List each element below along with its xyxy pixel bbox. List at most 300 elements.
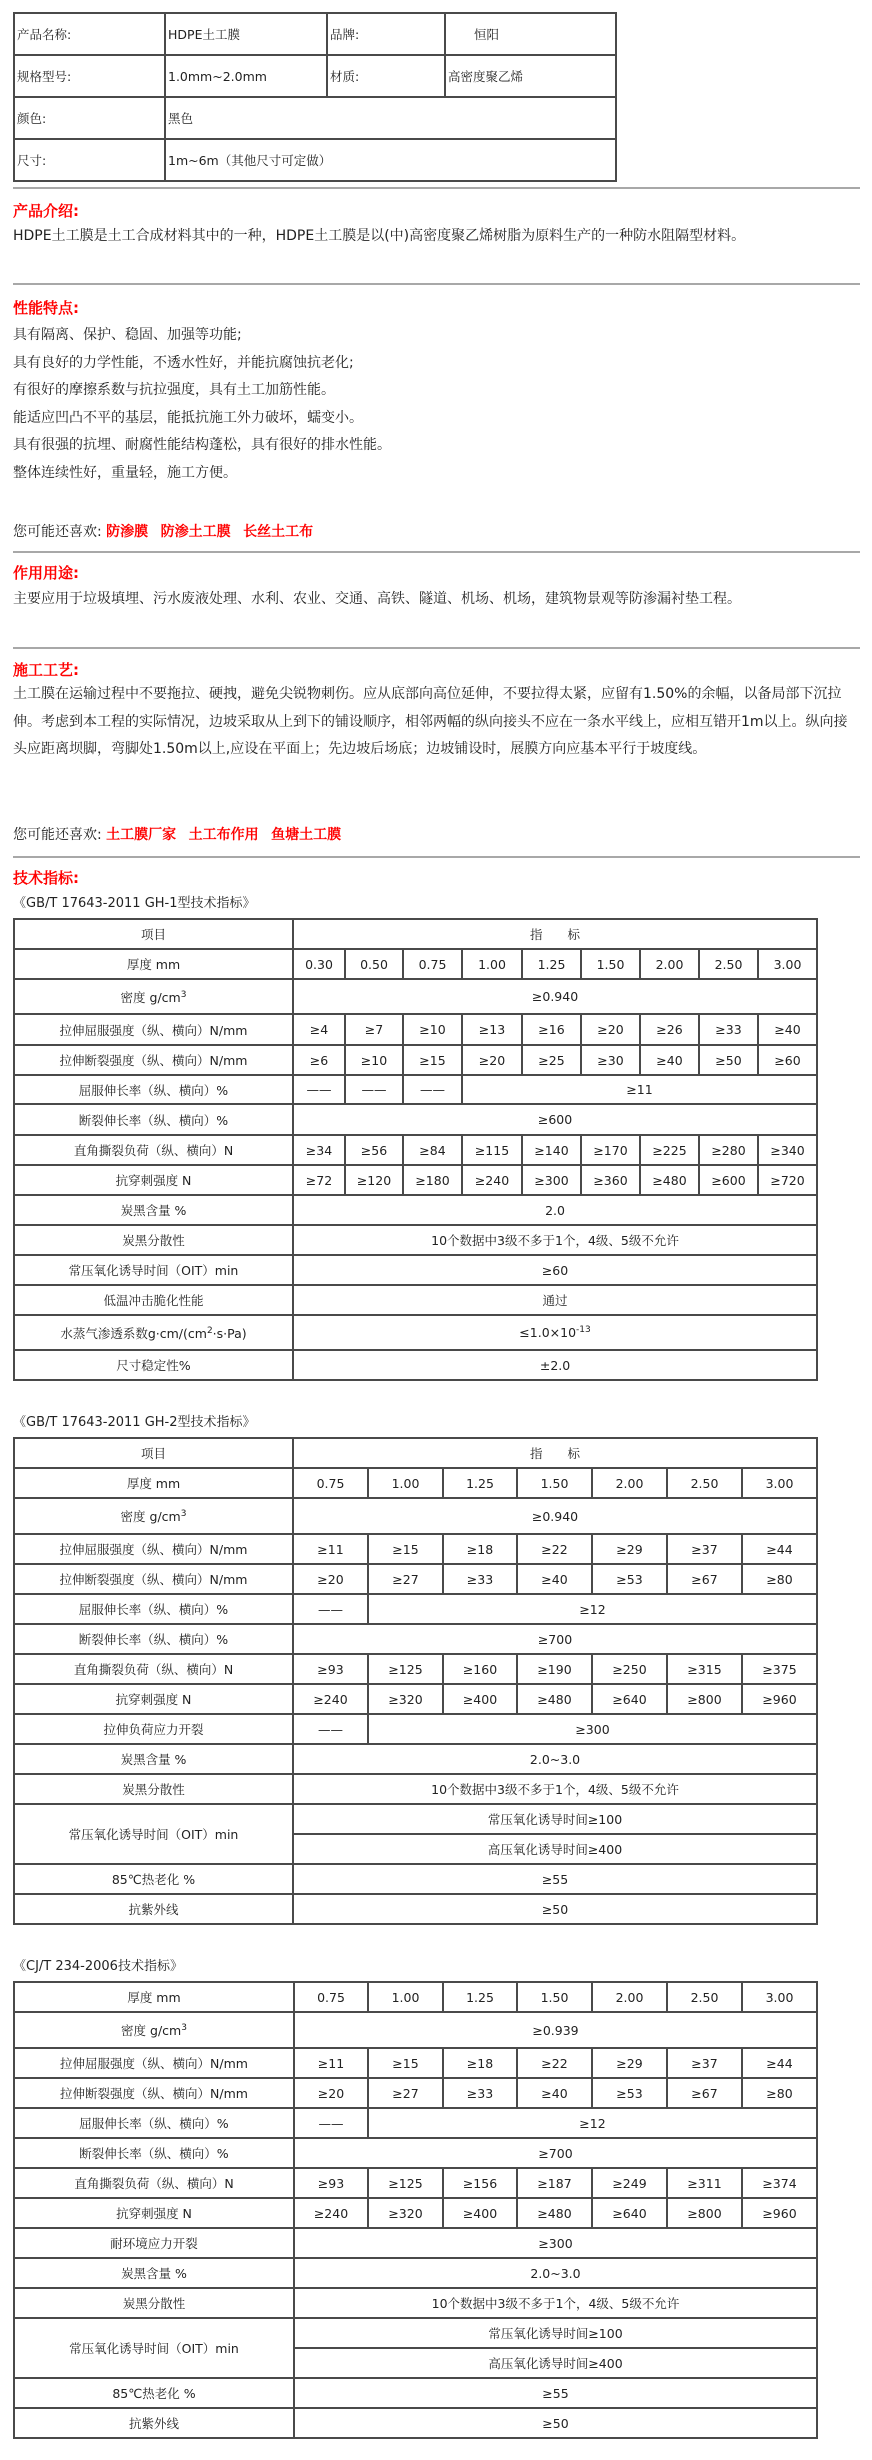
superscript: -13 — [576, 1324, 591, 1335]
related-link[interactable]: 长丝土工布 — [243, 524, 314, 540]
cell: ≥6 — [293, 1045, 345, 1075]
cell: ≥320 — [368, 1684, 443, 1714]
row-label: 拉伸断裂强度（纵、横向）N/mm — [14, 1045, 293, 1075]
cell: 3.00 — [742, 1982, 817, 2012]
table-row — [14, 2048, 817, 2078]
feature-item: 具有很强的抗埋、耐腐性能结构蓬松，具有很好的排水性能。 — [13, 437, 391, 453]
cell: ≥225 — [640, 1135, 699, 1165]
cell: ≥18 — [443, 2048, 517, 2078]
cell: ≥37 — [667, 2048, 742, 2078]
cell: ≥240 — [293, 1684, 368, 1714]
table-row — [14, 1982, 817, 2012]
cell: 2.00 — [592, 1468, 667, 1498]
table-row — [14, 1684, 817, 1714]
spec-table-1 — [13, 918, 818, 1381]
cell: ≥80 — [742, 1564, 817, 1594]
row-label: 屈服伸长率（纵、横向）% — [14, 1594, 293, 1624]
feature-item: 具有隔离、保护、稳固、加强等功能; — [13, 327, 242, 343]
cell: 高压氧化诱导时间≥400 — [293, 1834, 817, 1864]
row-label: 炭黑分散性 — [14, 1774, 293, 1804]
row-label: 抗紫外线 — [14, 2408, 294, 2438]
tech-heading: 技术指标: — [13, 869, 79, 887]
cell: ≥50 — [294, 2408, 817, 2438]
cell: ≥67 — [667, 1564, 742, 1594]
table1-caption: 《GB/T 17643-2011 GH-1型技术指标》 — [13, 896, 256, 911]
cell: ≥320 — [368, 2198, 443, 2228]
row-label: 常压氧化诱导时间（OIT）min — [14, 2318, 294, 2378]
cell: ≥280 — [699, 1135, 758, 1165]
cell: —— — [293, 1714, 368, 1744]
cell: ≥480 — [517, 1684, 592, 1714]
table-row — [14, 979, 817, 1014]
cell: ≥170 — [581, 1135, 640, 1165]
cell: 1.00 — [368, 1468, 443, 1498]
table-row — [14, 1225, 817, 1255]
cell: ≥0.940 — [293, 1498, 817, 1534]
cell: ≥140 — [522, 1135, 581, 1165]
row-label: 炭黑分散性 — [14, 2288, 294, 2318]
cell: ≥50 — [699, 1045, 758, 1075]
table-row — [14, 1864, 817, 1894]
table-row — [14, 1594, 817, 1624]
cell — [293, 1315, 817, 1350]
table-row — [14, 1195, 817, 1225]
cell: ≥4 — [293, 1014, 345, 1045]
cell: ≥33 — [699, 1014, 758, 1045]
header-item: 项目 — [14, 1438, 293, 1468]
cell: 2.0~3.0 — [293, 1744, 817, 1774]
row-label: 直角撕裂负荷（纵、横向）N — [14, 1654, 293, 1684]
table-row — [14, 1045, 817, 1075]
table-row — [14, 2078, 817, 2108]
cell: ≥15 — [403, 1045, 462, 1075]
cell: 2.00 — [592, 1982, 667, 2012]
label-text: 密度 g/cm — [121, 2023, 182, 2038]
info-label: 材质: — [327, 55, 445, 97]
cell: ≥249 — [592, 2168, 667, 2198]
cell: 常压氧化诱导时间≥100 — [293, 1804, 817, 1834]
cell: ≥53 — [592, 2078, 667, 2108]
cell: ≥44 — [742, 1534, 817, 1564]
cell: ≥11 — [462, 1075, 817, 1104]
cell: ≥300 — [522, 1165, 581, 1195]
cell: ≥40 — [758, 1014, 817, 1045]
label-text: ·s·Pa) — [212, 1325, 247, 1341]
cell: 2.50 — [667, 1468, 742, 1498]
cell: ≥374 — [742, 2168, 817, 2198]
cell: ≥12 — [368, 1594, 817, 1624]
info-value: 高密度聚乙烯 — [445, 55, 616, 97]
feature-item: 整体连续性好，重量轻，施工方便。 — [13, 464, 237, 481]
cell: ≥720 — [758, 1165, 817, 1195]
cell: ≥120 — [345, 1165, 403, 1195]
cell: ≥40 — [640, 1045, 699, 1075]
table-row — [14, 1014, 817, 1045]
cell: ≥315 — [667, 1654, 742, 1684]
table-row — [14, 1165, 817, 1195]
value-text: ≤1.0×10 — [519, 1325, 577, 1340]
cell: 10个数据中3级不多于1个，4级、5级不允许 — [293, 1225, 817, 1255]
cell: —— — [294, 2108, 368, 2138]
divider — [13, 283, 860, 285]
cell: 0.75 — [403, 949, 462, 979]
cell: ≥12 — [368, 2108, 817, 2138]
row-label: 85℃热老化 % — [14, 1864, 293, 1894]
row-label: 尺寸稳定性% — [14, 1350, 293, 1380]
related-link[interactable]: 土工膜厂家 — [106, 827, 177, 843]
cell: ≥27 — [368, 2078, 443, 2108]
cell: 1.50 — [517, 1982, 592, 2012]
cell: ≥22 — [517, 1534, 592, 1564]
cell: ±2.0 — [293, 1350, 817, 1380]
table-row — [14, 1104, 817, 1135]
related-link[interactable]: 土工布作用 — [188, 827, 259, 843]
table-row — [14, 1135, 817, 1165]
construction-text: 土工膜在运输过程中不要拖拉、硬拽，避免尖锐物刺伤。应从底部向高位延伸，不要拉得太紧，应留有1.50%的余幅，以备局部下沉拉伸。考虑到本工程的实际情况，边坡采取从上到下的铺设顺序，相邻两幅的纵向接头不应在一条水平线上，应相互错开1m以上。纵向接头应距离坝脚，弯脚处1.50m以上,应设在平面上；先边坡后场底；边坡铺设时，展膜方向应基本平行于坡度线。 — [13, 686, 848, 757]
cell: ≥50 — [293, 1894, 817, 1924]
cell: ≥15 — [368, 1534, 443, 1564]
cell: ≥80 — [742, 2078, 817, 2108]
cell: ≥29 — [592, 2048, 667, 2078]
usage-heading: 作用用途: — [13, 564, 79, 582]
row-label: 常压氧化诱导时间（OIT）min — [14, 1255, 293, 1285]
table-row — [14, 2012, 817, 2048]
row-label — [14, 2012, 294, 2048]
row-label: 抗穿刺强度 N — [14, 1165, 293, 1195]
cell: 2.50 — [667, 1982, 742, 2012]
table-row — [14, 949, 817, 979]
row-label: 厚度 mm — [14, 949, 293, 979]
row-label: 屈服伸长率（纵、横向）% — [14, 2108, 294, 2138]
label-text: 密度 g/cm — [120, 989, 181, 1005]
feature-item: 有很好的摩擦系数与抗拉强度，具有土工加筋性能。 — [13, 382, 335, 398]
cell: ≥44 — [742, 2048, 817, 2078]
intro-text: HDPE土工膜是土工合成材料其中的一种，HDPE土工膜是以(中)高密度聚乙烯树脂为原料生产的一种防水阻隔型材料。 — [13, 228, 746, 244]
features-heading: 性能特点: — [13, 299, 79, 317]
cell: ≥240 — [294, 2198, 368, 2228]
cell: ≥300 — [294, 2228, 817, 2258]
table-row — [14, 1894, 817, 1924]
cell: ≥156 — [443, 2168, 517, 2198]
table-row — [14, 1744, 817, 1774]
cell: ≥22 — [517, 2048, 592, 2078]
cell: ≥40 — [517, 2078, 592, 2108]
cell: ≥640 — [592, 1684, 667, 1714]
row-label: 拉伸断裂强度（纵、横向）N/mm — [14, 1564, 293, 1594]
info-row — [14, 97, 616, 139]
table-row — [14, 2228, 817, 2258]
related-link[interactable]: 防渗膜 — [106, 524, 149, 540]
header-spec: 指 标 — [293, 919, 817, 949]
info-label: 规格型号: — [14, 55, 165, 97]
features-list — [13, 325, 391, 490]
cell: ≥800 — [667, 2198, 742, 2228]
related-label: 您可能还喜欢: — [13, 827, 102, 843]
table-row — [14, 1315, 817, 1350]
divider — [13, 187, 860, 189]
cell: ≥20 — [581, 1014, 640, 1045]
cell: 2.0 — [293, 1195, 817, 1225]
cell: ≥7 — [345, 1014, 403, 1045]
cell: 1.50 — [517, 1468, 592, 1498]
info-value: 1.0mm~2.0mm — [165, 55, 327, 97]
cell: ≥34 — [293, 1135, 345, 1165]
row-label: 拉伸屈服强度（纵、横向）N/mm — [14, 2048, 294, 2078]
cell: ≥800 — [667, 1684, 742, 1714]
cell: ≥67 — [667, 2078, 742, 2108]
divider — [13, 856, 860, 858]
row-label: 炭黑含量 % — [14, 1195, 293, 1225]
header-item: 项目 — [14, 919, 293, 949]
table-row — [14, 2378, 817, 2408]
cell: ≥0.939 — [294, 2012, 817, 2048]
superscript: 3 — [180, 1508, 187, 1519]
cell: ≥60 — [758, 1045, 817, 1075]
cell: ≥18 — [443, 1534, 517, 1564]
info-label: 颜色: — [14, 97, 165, 139]
table-row — [14, 1350, 817, 1380]
cell: ≥640 — [592, 2198, 667, 2228]
row-label: 拉伸屈服强度（纵、横向）N/mm — [14, 1534, 293, 1564]
construction-heading: 施工工艺: — [13, 661, 79, 679]
cell: 常压氧化诱导时间≥100 — [294, 2318, 817, 2348]
row-label: 拉伸断裂强度（纵、横向）N/mm — [14, 2078, 294, 2108]
spec-table-2 — [13, 1437, 818, 1925]
cell: ≥20 — [294, 2078, 368, 2108]
cell: ≥29 — [592, 1534, 667, 1564]
cell: ≥10 — [403, 1014, 462, 1045]
cell: ≥20 — [293, 1564, 368, 1594]
cell: ≥600 — [293, 1104, 817, 1135]
info-label: 品牌: — [327, 13, 445, 55]
row-label: 炭黑含量 % — [14, 2258, 294, 2288]
cell: ≥240 — [462, 1165, 522, 1195]
cell: 1.00 — [368, 1982, 443, 2012]
spec-table-3 — [13, 1981, 818, 2439]
row-label: 炭黑含量 % — [14, 1744, 293, 1774]
cell: ≥11 — [294, 2048, 368, 2078]
row-label: 低温冲击脆化性能 — [14, 1285, 293, 1315]
cell: ≥15 — [368, 2048, 443, 2078]
cell: ≥84 — [403, 1135, 462, 1165]
row-label: 直角撕裂负荷（纵、横向）N — [14, 1135, 293, 1165]
cell: 10个数据中3级不多于1个，4级、5级不允许 — [293, 1774, 817, 1804]
superscript: 2 — [206, 1325, 213, 1336]
cell: ≥40 — [517, 1564, 592, 1594]
cell: 1.00 — [462, 949, 522, 979]
related-links-1 — [13, 522, 321, 542]
cell: ≥960 — [742, 1684, 817, 1714]
table-row — [14, 1255, 817, 1285]
cell: ≥60 — [293, 1255, 817, 1285]
row-label: 炭黑分散性 — [14, 1225, 293, 1255]
cell: ≥400 — [443, 1684, 517, 1714]
cell: ≥340 — [758, 1135, 817, 1165]
cell: 1.25 — [443, 1468, 517, 1498]
cell: ≥93 — [294, 2168, 368, 2198]
table-row — [14, 1438, 817, 1468]
cell: ≥360 — [581, 1165, 640, 1195]
cell: 1.25 — [443, 1982, 517, 2012]
row-label: 拉伸屈服强度（纵、横向）N/mm — [14, 1014, 293, 1045]
label-text: 密度 g/cm — [120, 1509, 181, 1524]
related-label: 您可能还喜欢: — [13, 524, 102, 540]
usage-text: 主要应用于垃圾填埋、污水废液处理、水利、农业、交通、高铁、隧道、机场、机场，建筑物景观等防渗漏衬垫工程。 — [13, 591, 741, 607]
row-label: 耐环境应力开裂 — [14, 2228, 294, 2258]
row-label — [14, 979, 293, 1014]
superscript: 3 — [180, 989, 187, 1000]
table-row — [14, 1285, 817, 1315]
product-info-table — [13, 12, 617, 182]
row-label: 拉伸负荷应力开裂 — [14, 1714, 293, 1744]
table-row — [14, 2288, 817, 2318]
cell: —— — [345, 1075, 403, 1104]
cell: ≥33 — [443, 1564, 517, 1594]
cell: ≥115 — [462, 1135, 522, 1165]
table-row — [14, 2138, 817, 2168]
divider — [13, 551, 860, 553]
cell: ≥16 — [522, 1014, 581, 1045]
info-value: 黑色 — [165, 97, 616, 139]
table-row — [14, 1468, 817, 1498]
cell: ≥700 — [293, 1624, 817, 1654]
row-label: 厚度 mm — [14, 1982, 294, 2012]
table-row — [14, 919, 817, 949]
table3-caption: 《CJ/T 234-2006技术指标》 — [13, 1959, 183, 1974]
cell: ≥25 — [522, 1045, 581, 1075]
info-row — [14, 139, 616, 181]
cell: ≥56 — [345, 1135, 403, 1165]
table-row — [14, 1075, 817, 1104]
row-label: 抗穿刺强度 N — [14, 2198, 294, 2228]
info-label: 产品名称: — [14, 13, 165, 55]
cell: —— — [293, 1075, 345, 1104]
cell: ≥400 — [443, 2198, 517, 2228]
cell: ≥180 — [403, 1165, 462, 1195]
row-label — [14, 1498, 293, 1534]
intro-heading: 产品介绍: — [13, 202, 79, 220]
cell: 1.25 — [522, 949, 581, 979]
cell: ≥55 — [294, 2378, 817, 2408]
cell: 3.00 — [742, 1468, 817, 1498]
row-label: 厚度 mm — [14, 1468, 293, 1498]
cell: ≥125 — [368, 2168, 443, 2198]
cell: ≥10 — [345, 1045, 403, 1075]
table-row — [14, 1564, 817, 1594]
cell: ≥250 — [592, 1654, 667, 1684]
cell: —— — [403, 1075, 462, 1104]
related-link[interactable]: 鱼塘土工膜 — [271, 827, 342, 843]
cell: ≥0.940 — [293, 979, 817, 1014]
table-row — [14, 2168, 817, 2198]
info-value: 恒阳 — [445, 13, 616, 55]
table-row — [14, 1654, 817, 1684]
label-text: 水蒸气渗透系数g·cm/(cm — [60, 1325, 207, 1341]
info-label: 尺寸: — [14, 139, 165, 181]
row-label: 抗穿刺强度 N — [14, 1684, 293, 1714]
table-row — [14, 2108, 817, 2138]
row-label: 常压氧化诱导时间（OIT）min — [14, 1804, 293, 1864]
table-row — [14, 1624, 817, 1654]
cell: 3.00 — [758, 949, 817, 979]
row-label: 屈服伸长率（纵、横向）% — [14, 1075, 293, 1104]
row-label: 断裂伸长率（纵、横向）% — [14, 2138, 294, 2168]
cell: ≥30 — [581, 1045, 640, 1075]
table-row — [14, 1774, 817, 1804]
cell: ≥55 — [293, 1864, 817, 1894]
table-row — [14, 1534, 817, 1564]
cell: ≥311 — [667, 2168, 742, 2198]
cell: 通过 — [293, 1285, 817, 1315]
row-label: 断裂伸长率（纵、横向）% — [14, 1624, 293, 1654]
cell: ≥480 — [517, 2198, 592, 2228]
info-value: 1m~6m（其他尺寸可定做） — [165, 139, 616, 181]
cell: —— — [293, 1594, 368, 1624]
cell: ≥375 — [742, 1654, 817, 1684]
cell: ≥72 — [293, 1165, 345, 1195]
table-row — [14, 2258, 817, 2288]
info-row — [14, 55, 616, 97]
cell: ≥480 — [640, 1165, 699, 1195]
table-row — [14, 1714, 817, 1744]
feature-item: 具有良好的力学性能，不透水性好，并能抗腐蚀抗老化; — [13, 354, 354, 371]
cell: ≥11 — [293, 1534, 368, 1564]
cell: ≥26 — [640, 1014, 699, 1045]
cell: 0.75 — [294, 1982, 368, 2012]
row-label — [14, 1315, 293, 1350]
cell: 2.00 — [640, 949, 699, 979]
info-row — [14, 13, 616, 55]
cell: ≥13 — [462, 1014, 522, 1045]
cell: ≥160 — [443, 1654, 517, 1684]
cell: ≥33 — [443, 2078, 517, 2108]
divider — [13, 647, 860, 649]
cell: 高压氧化诱导时间≥400 — [294, 2348, 817, 2378]
cell: 0.50 — [345, 949, 403, 979]
cell: ≥700 — [294, 2138, 817, 2168]
cell: 0.30 — [293, 949, 345, 979]
cell: 2.0~3.0 — [294, 2258, 817, 2288]
table-row — [14, 1498, 817, 1534]
related-links-2 — [13, 825, 349, 845]
cell: 10个数据中3级不多于1个，4级、5级不允许 — [294, 2288, 817, 2318]
cell: ≥125 — [368, 1654, 443, 1684]
feature-item: 能适应凹凸不平的基层，能抵抗施工外力破坏，蠕变小。 — [13, 409, 363, 426]
row-label: 85℃热老化 % — [14, 2378, 294, 2408]
cell: 0.75 — [293, 1468, 368, 1498]
table-row — [14, 1804, 817, 1834]
row-label: 断裂伸长率（纵、横向）% — [14, 1104, 293, 1135]
cell: ≥960 — [742, 2198, 817, 2228]
related-link[interactable]: 防渗土工膜 — [160, 524, 231, 540]
cell: ≥93 — [293, 1654, 368, 1684]
table-row — [14, 2408, 817, 2438]
header-spec: 指 标 — [293, 1438, 817, 1468]
cell: ≥300 — [368, 1714, 817, 1744]
row-label: 直角撕裂负荷（纵、横向）N — [14, 2168, 294, 2198]
cell: 2.50 — [699, 949, 758, 979]
cell: ≥37 — [667, 1534, 742, 1564]
table2-caption: 《GB/T 17643-2011 GH-2型技术指标》 — [13, 1415, 256, 1430]
superscript: 3 — [181, 2022, 187, 2033]
info-value: HDPE土工膜 — [165, 13, 327, 55]
cell: ≥190 — [517, 1654, 592, 1684]
cell: ≥20 — [462, 1045, 522, 1075]
cell: ≥53 — [592, 1564, 667, 1594]
cell: ≥600 — [699, 1165, 758, 1195]
cell: ≥187 — [517, 2168, 592, 2198]
table-row — [14, 2318, 817, 2348]
